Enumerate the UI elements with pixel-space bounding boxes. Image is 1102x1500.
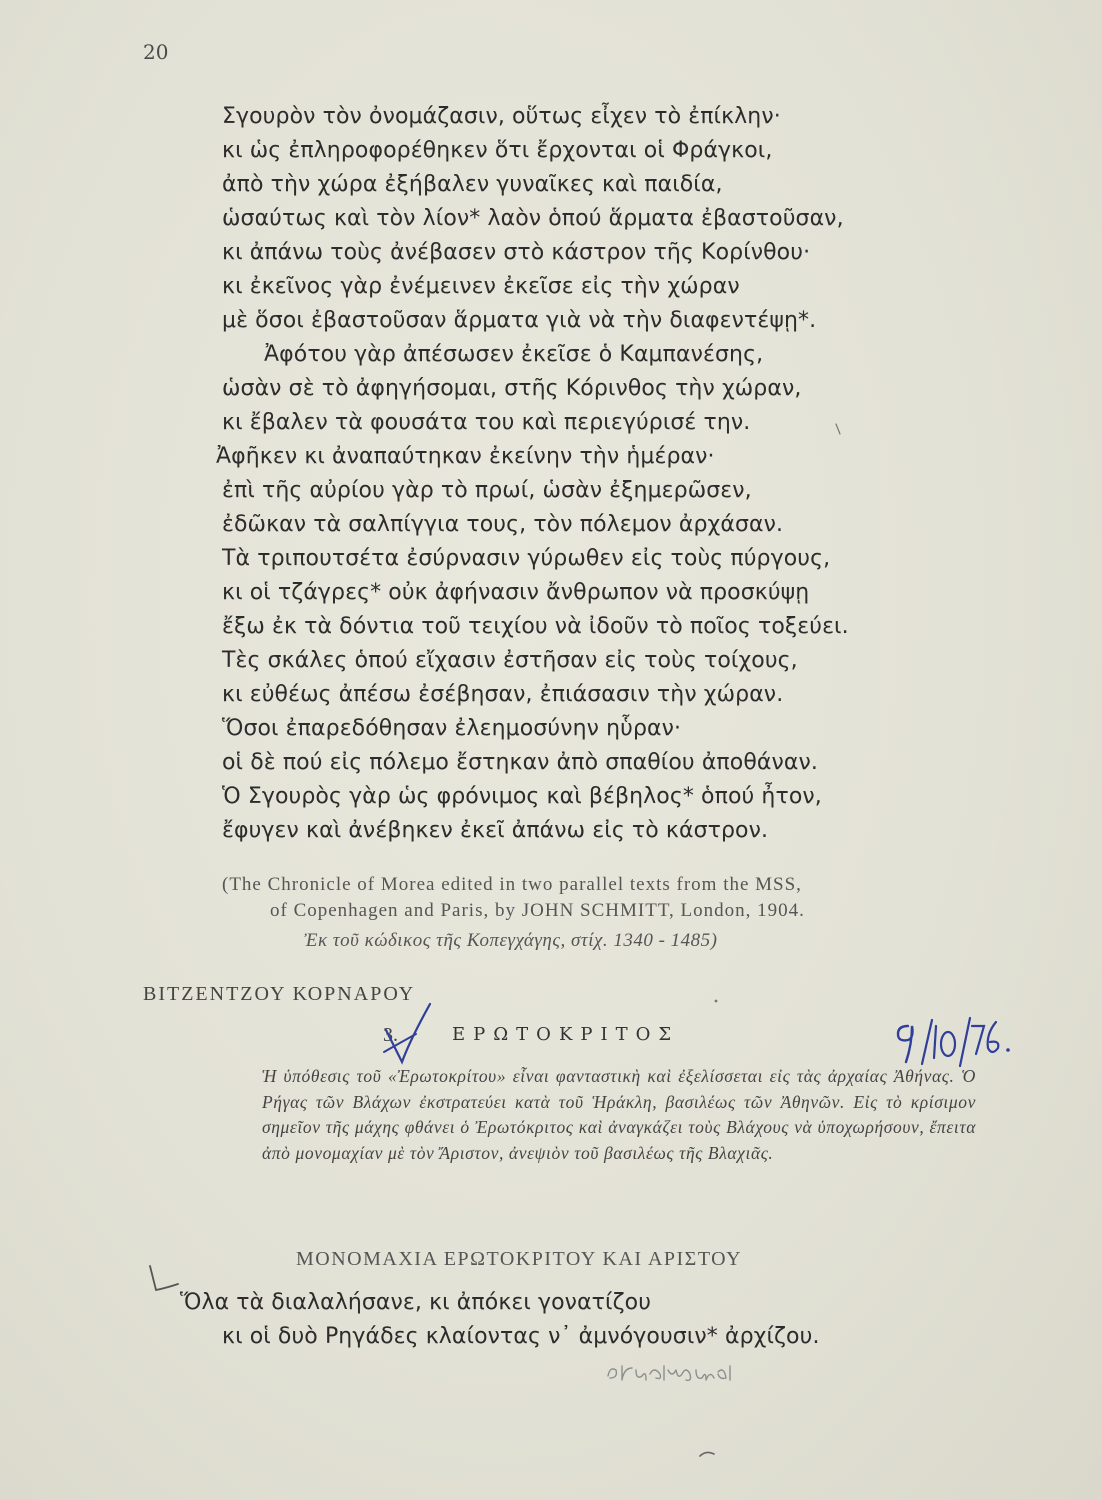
poem-line: ἀπὸ τὴν χώρα ἐξήβαλεν γυναῖκες καὶ παιδία,	[222, 172, 723, 197]
poem-line: ἔφυγεν καὶ ἀνέβηκεν ἐκεῖ ἀπάνω εἰς τὸ κάστρον.	[222, 818, 769, 843]
citation-line: of Copenhagen and Paris, by JOHN SCHMITT, London, 1904.	[270, 900, 805, 921]
poem-line: κι ὡς ἐπληροφορέθηκεν ὅτι ἔρχονται οἱ Φράγκοι,	[222, 138, 773, 163]
poem-line: ὡσὰν σὲ τὸ ἀφηγήσομαι, στῆς Κόρινθος τὴν χώραν,	[222, 376, 802, 401]
page-number: 20	[143, 40, 169, 64]
poem-line: κι οἱ δυὸ Ρηγάδες κλαίοντας ν᾽ ἀμνόγουσιν* ἀρχίζου.	[222, 1324, 820, 1349]
pencil-bracket-mark	[146, 1262, 180, 1302]
poem-line: ὡσαύτως καὶ τὸν λίον* λαὸν ὁπού ἅρματα ἐβαστοῦσαν,	[222, 206, 844, 231]
ink-speck	[698, 1448, 718, 1460]
poem-line: Ὅσοι ἐπαρεδόθησαν ἐλεημοσύνην ηὗραν·	[222, 716, 682, 741]
section-title: ΕΡΩΤΟΚΡΙΤΟΣ	[452, 1024, 680, 1045]
poem-line: Τὲς σκάλες ὁπού εἴχασιν ἐστῆσαν εἰς τοὺς τοίχους,	[222, 648, 798, 673]
poem-line: κι ἀπάνω τοὺς ἀνέβασεν στὸ κάστρον τῆς Κορίνθου·	[222, 240, 811, 265]
poem-line: Ἀφῆκεν κι ἀναπαύτηκαν ἐκείνην τὴν ἡμέραν·	[216, 444, 715, 469]
chronicle-poem	[216, 100, 942, 848]
poem-line: ἐδῶκαν τὰ σαλπίγγια τους, τὸν πόλεμον ἀρχάσαν.	[222, 512, 784, 537]
poem-line: Σγουρὸν τὸν ὀνομάζασιν, οὕτως εἶχεν τὸ ἐπίκλην·	[222, 104, 781, 129]
poem-line: Ὁ Σγουρὸς γὰρ ὡς φρόνιμος καὶ βέβηλος* ὁπού ἦτον,	[222, 784, 822, 809]
section-number: 3.	[383, 1024, 398, 1046]
poem-line: κι ἔβαλεν τὰ φουσάτα του καὶ περιεγύρισέ την.	[222, 410, 751, 435]
poem-line: ἐπὶ τῆς αὐρίου γὰρ τὸ πρωί, ὡσὰν ἐξημερῶσεν,	[222, 478, 752, 503]
poem-line: κι οἱ τζάγρες* οὐκ ἀφήνασιν ἄνθρωπον νὰ προσκύψῃ	[222, 580, 810, 605]
citation-line: (The Chronicle of Morea edited in two parallel texts from the MSS,	[222, 874, 802, 895]
section-intro: Ἡ ὑπόθεσις τοῦ «Ἐρωτοκρίτου» εἶναι φανταστικὴ καὶ ἐξελίσσεται εἰς τὰς ἀρχαίας Ἀθήνας. Ὁ Ρήγας τῶν Βλάχων ἐκστρατεύει κατὰ τοῦ Ἡράκλη, βασιλέως τῶν Ἀθηνῶν. Εἰς τὸ κρίσιμον σημεῖον τῆς μάχης φθάνει ὁ Ἐρωτόκριτος καὶ ἀναγκάζει τοὺς Βλάχους νὰ ὑποχωρήσουν, ἔπειτα ἀπὸ μονομαχίαν μὲ τὸν Ἄριστον, ἀνεψιὸν τοῦ βασιλέως τῆς Βλαχιᾶς.	[262, 1066, 976, 1163]
poem-line: Ὅλα τὰ διαλαλήσανε, κι ἀπόκει γονατίζου	[180, 1290, 652, 1315]
ink-speck	[712, 997, 720, 1005]
poem-line: μὲ ὅσοι ἐβαστοῦσαν ἅρματα γιὰ νὰ τὴν διαφεντέψῃ*.	[222, 308, 817, 333]
erotokritos-verses	[180, 1286, 820, 1354]
section-subtitle: ΜΟΝΟΜΑΧΙΑ ΕΡΩΤΟΚΡΙΤΟΥ ΚΑΙ ΑΡΙΣΤΟΥ	[296, 1248, 743, 1270]
poem-line: κι εὐθέως ἀπέσω ἐσέβησαν, ἐπιάσασιν τὴν χώραν.	[222, 682, 784, 707]
poem-line: ἔξω ἐκ τὰ δόντια τοῦ τειχίου νὰ ἰδοῦν τὸ ποῖος τοξεύει.	[222, 614, 849, 639]
poem-line: Ἀφότου γὰρ ἀπέσωσεν ἐκεῖσε ὁ Καμπανέσης,	[264, 342, 764, 367]
pencil-note	[602, 1352, 742, 1392]
poem-line: κι ἐκεῖνος γὰρ ἐνέμεινεν ἐκεῖσε εἰς τὴν χώραν	[222, 274, 740, 299]
poem-line: οἱ δὲ πού εἰς πόλεμο ἔστηκαν ἀπὸ σπαθίου ἀποθάναν.	[222, 750, 818, 775]
citation-line: Ἐκ τοῦ κώδικος τῆς Κοπεγχάγης, στίχ. 1340 - 1485)	[304, 930, 718, 951]
author-heading: ΒΙΤΖΕΝΤΖΟΥ ΚΟΡΝΑΡΟΥ	[143, 983, 416, 1005]
poem-line: Τὰ τριπουτσέτα ἐσύρνασιν γύρωθεν εἰς τοὺς πύργους,	[222, 546, 831, 571]
